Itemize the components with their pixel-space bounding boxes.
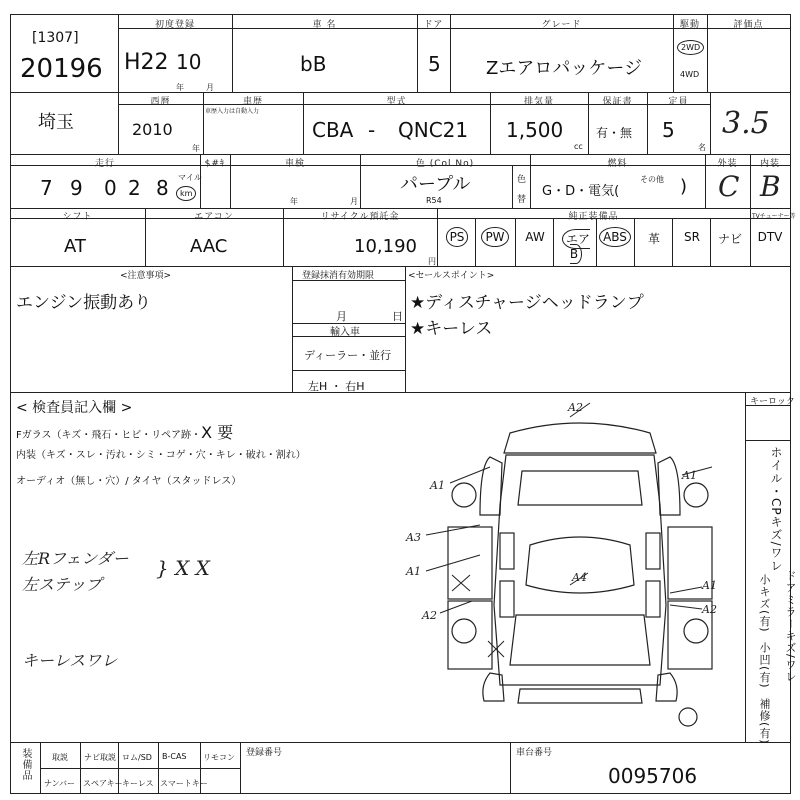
history-note: 車歴入力は自動入力 [205, 108, 260, 115]
diagram-mark: A1 [702, 579, 717, 592]
lot-number: 20196 [20, 54, 103, 84]
yen-unit: 円 [428, 257, 436, 266]
warranty-value: 有・無 [596, 126, 633, 140]
color-change-1: 色 [517, 175, 527, 185]
mileage-digit: 2 [128, 176, 141, 200]
inspection-month-mark: 月 [350, 197, 358, 206]
doors-label: ドア [423, 20, 444, 30]
interior-grade: B [760, 170, 781, 203]
tuner-label: TVチューナー等 [752, 213, 796, 220]
diagram-mark: A2 [568, 401, 583, 414]
inspection-label: 車検 [284, 159, 305, 169]
color-label: 色 (Col.No) [415, 159, 475, 169]
import-label: 輸入車 [330, 327, 360, 338]
shift-label: シフト [62, 212, 93, 222]
side-text-dent: 小凹(有) [758, 642, 771, 689]
grade-value: Zエアロパッケージ [486, 58, 642, 79]
region: 埼玉 [38, 112, 74, 133]
color-code: R54 [426, 196, 442, 205]
model-name: bB [300, 52, 327, 76]
equipment-label: 純正装備品 [568, 212, 619, 222]
shift-value: AT [64, 236, 86, 257]
color-value: パープル [400, 174, 471, 195]
fuel-value: G・D・電気( [542, 184, 620, 199]
exterior-grade: C [718, 170, 740, 203]
cc-unit: cc [574, 142, 583, 151]
accessory-item: ナンバー [44, 779, 76, 788]
aircon-value: AAC [190, 236, 228, 257]
accessories-label: 装備品 [20, 748, 31, 781]
fuel-other: その他 [640, 175, 664, 184]
diagram-mark: A1 [430, 479, 445, 492]
warranty-label: 保証書 [602, 97, 633, 107]
hand-note: 左ステップ [22, 575, 102, 594]
fuel-label: 燃料 [607, 159, 628, 169]
capacity-value: 5 [662, 118, 675, 142]
equipment-dtv: DTV [757, 230, 783, 244]
capacity-label: 定員 [668, 97, 689, 107]
equipment-leather: 革 [647, 232, 660, 246]
inspector-audio: オーディオ（無し・穴）/ タイヤ（スタッドレス） [16, 476, 242, 487]
diagram-mark: A1 [406, 565, 421, 578]
side-text-scratch: 小キズ(有) [758, 574, 771, 633]
accessory-item: スマートキー [160, 779, 208, 788]
year-mark: 年 [176, 83, 184, 92]
recycle-value: 10,190 [354, 236, 417, 257]
equipment-airbag: エアB [556, 230, 596, 261]
valid-month: 月 [336, 310, 347, 323]
caution-label: <注意事項> [120, 271, 172, 281]
mileage-digit: 7 [40, 176, 53, 200]
side-text-mirror: ドアミラーキズ/ワレ [784, 570, 797, 683]
accessory-item: スペアキー [83, 779, 123, 788]
western-year-mark: 年 [192, 144, 200, 153]
type-label: 型式 [386, 97, 407, 107]
mileage-unit-mile: マイル [178, 173, 202, 182]
displacement-value: 1,500 [506, 118, 564, 142]
side-text-repair: 補修(有) [758, 698, 771, 745]
color-change-2: 替 [517, 195, 527, 205]
mileage-label: 走行 [94, 159, 115, 169]
fuel-close: ) [680, 176, 688, 197]
western-label: 西暦 [150, 97, 171, 107]
diagram-mark: A2 [422, 609, 437, 622]
lot-bracket: [1307] [32, 30, 79, 46]
drive-4wd: 4WD [680, 70, 700, 79]
hand-note: 左Rフェンダー [22, 549, 129, 568]
mileage-digit: 8 [156, 176, 169, 200]
diagram-mark: A3 [406, 531, 421, 544]
equipment-pw: PW [478, 230, 512, 244]
score-value: 3.5 [722, 106, 770, 141]
first-reg-year: H22 [124, 50, 169, 75]
diagram-mark: A4 [572, 571, 587, 584]
accessory-item: 取説 [52, 753, 68, 762]
month-mark: 月 [206, 83, 214, 92]
sales-label: <セールスポイント> [408, 271, 495, 281]
aircon-label: エアコン [194, 212, 234, 222]
meter-label: $#ｷ [204, 159, 226, 169]
inspector-label: < 検査員記入欄 > [16, 400, 133, 416]
diagram-mark: A2 [702, 603, 717, 616]
type-code: QNC21 [398, 118, 469, 142]
inspection-year-mark: 年 [290, 197, 298, 206]
diagram-mark: A1 [682, 469, 697, 482]
history-label: 車歴 [242, 97, 263, 107]
inspector-glass: Fガラス（キズ・飛石・ヒビ・リペア跡・X 要 [16, 423, 234, 442]
accessory-item: ナビ取説 [84, 753, 116, 762]
drive-2wd: 2WD [677, 40, 704, 55]
equipment-sr: SR [684, 230, 700, 244]
interior-label: 内装 [759, 159, 780, 169]
equipment-aw: AW [525, 230, 545, 244]
capacity-unit: 名 [698, 143, 706, 152]
drive-label: 駆動 [679, 20, 700, 30]
sales-point: ★キーレス [410, 319, 493, 339]
hand-note: キーレスワレ [22, 651, 118, 670]
mileage-digit: 0 [104, 176, 117, 200]
handle-text: 左H ・ 右H [308, 380, 365, 393]
sales-point: ★ディスチャージヘッドランプ [410, 293, 644, 313]
type-prefix: CBA [312, 118, 354, 142]
western-year: 2010 [132, 120, 173, 139]
caution-text: エンジン振動あり [16, 293, 152, 313]
key-lock-label: キーロック [750, 397, 795, 407]
accessory-item: キーレス [122, 779, 154, 788]
valid-label: 登録抹消有効期限 [302, 271, 375, 281]
car-diagram [406, 401, 740, 740]
reg-number-label: 登録番号 [246, 748, 283, 758]
equipment-abs: ABS [598, 230, 632, 244]
recycle-label: リサイクル預託金 [320, 212, 400, 222]
grade-label: グレード [541, 20, 582, 30]
chassis-number: 0095706 [608, 764, 698, 788]
inspector-interior: 内装（キズ・スレ・汚れ・シミ・コゲ・穴・キレ・破れ・割れ） [16, 450, 306, 461]
equipment-ps: PS [440, 230, 474, 244]
dealer-text: ディーラー・並行 [304, 349, 392, 362]
first-reg-month: 10 [176, 50, 202, 74]
displacement-label: 排気量 [523, 97, 554, 107]
mileage-unit-km: km [176, 186, 196, 201]
valid-day: 日 [392, 310, 403, 323]
first-reg-label: 初度登録 [154, 20, 195, 30]
accessory-item: B-CAS [162, 752, 187, 761]
model-name-label: 車 名 [312, 20, 337, 30]
exterior-label: 外装 [717, 159, 738, 169]
accessory-item: リモコン [203, 753, 235, 762]
type-dash: - [368, 118, 376, 142]
hand-mark: } X X [156, 556, 210, 580]
doors-value: 5 [428, 52, 441, 76]
equipment-navi: ナビ [717, 232, 742, 246]
side-text-wheel: ホイル・CPキズ/ワレ [769, 446, 783, 573]
chassis-label: 車台番号 [516, 748, 553, 758]
score-label: 評価点 [733, 20, 764, 30]
accessory-item: ロム/SD [122, 753, 152, 762]
mileage-digit: 9 [70, 176, 83, 200]
